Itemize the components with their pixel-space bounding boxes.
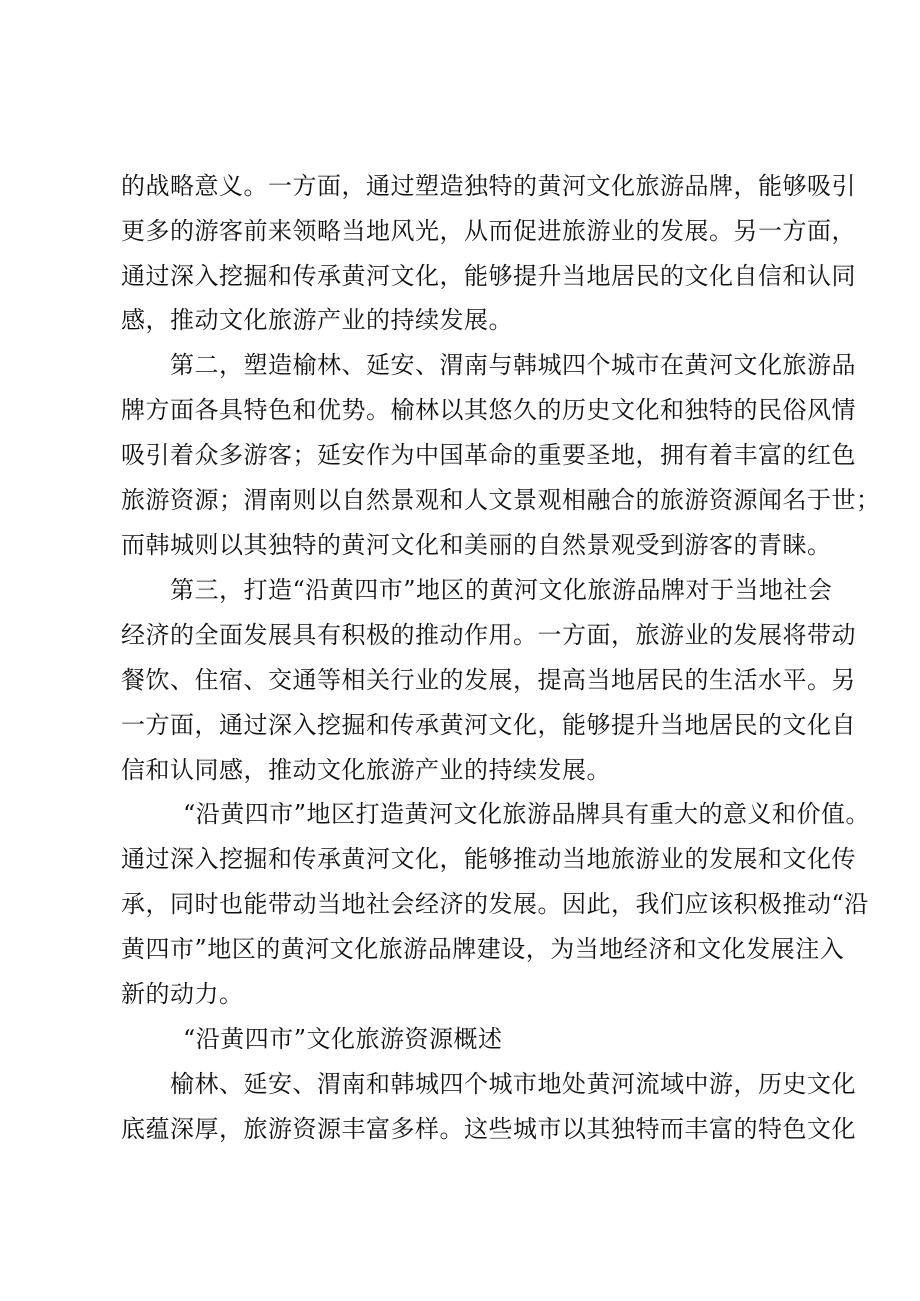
paragraph-line: 第三，打造“沿黄四市”地区的黄河文化旅游品牌对于当地社会 bbox=[170, 576, 833, 604]
paragraph-line: 通过深入挖掘和传承黄河文化，能够推动当地旅游业的发展和文化传 bbox=[121, 845, 856, 873]
paragraph-line: 的战略意义。一方面，通过塑造独特的黄河文化旅游品牌，能够吸引 bbox=[121, 172, 856, 200]
paragraph-line: 感，推动文化旅游产业的持续发展。 bbox=[121, 306, 513, 334]
paragraph-line: 吸引着众多游客；延安作为中国革命的重要圣地，拥有着丰富的红色 bbox=[121, 441, 856, 469]
paragraph-line: 第二，塑造榆林、延安、渭南与韩城四个城市在黄河文化旅游品 bbox=[170, 351, 856, 379]
paragraph-line: 黄四市”地区的黄河文化旅游品牌建设，为当地经济和文化发展注入 bbox=[121, 935, 845, 963]
paragraph-line: 信和认同感，推动文化旅游产业的持续发展。 bbox=[121, 756, 611, 784]
paragraph-line: 旅游资源；渭南则以自然景观和人文景观相融合的旅游资源闻名于世； bbox=[121, 486, 881, 514]
paragraph-line: 经济的全面发展具有积极的推动作用。一方面，旅游业的发展将带动 bbox=[121, 621, 856, 649]
paragraph-line: 餐饮、住宿、交通等相关行业的发展，提高当地居民的生活水平。另 bbox=[121, 666, 856, 694]
paragraph-line: 承，同时也能带动当地社会经济的发展。因此，我们应该积极推动“沿 bbox=[121, 890, 869, 918]
paragraph-line: 通过深入挖掘和传承黄河文化，能够提升当地居民的文化自信和认同 bbox=[121, 262, 856, 290]
paragraph-line: 榆林、延安、渭南和韩城四个城市地处黄河流域中游，历史文化 bbox=[170, 1070, 856, 1098]
paragraph-line: 更多的游客前来领略当地风光，从而促进旅游业的发展。另一方面， bbox=[121, 217, 856, 245]
paragraph-line: 牌方面各具特色和优势。榆林以其悠久的历史文化和独特的民俗风情 bbox=[121, 396, 856, 424]
paragraph-line: 一方面，通过深入挖掘和传承黄河文化，能够提升当地居民的文化自 bbox=[121, 711, 856, 739]
section-heading: “沿黄四市”文化旅游资源概述 bbox=[183, 1025, 503, 1053]
paragraph-line: “沿黄四市”地区打造黄河文化旅游品牌具有重大的意义和价值。 bbox=[183, 800, 871, 828]
paragraph-line: 新的动力。 bbox=[121, 980, 244, 1008]
paragraph-line: 底蕴深厚，旅游资源丰富多样。这些城市以其独特而丰富的特色文化 bbox=[121, 1115, 856, 1143]
paragraph-line: 而韩城则以其独特的黄河文化和美丽的自然景观受到游客的青睐。 bbox=[121, 531, 832, 559]
